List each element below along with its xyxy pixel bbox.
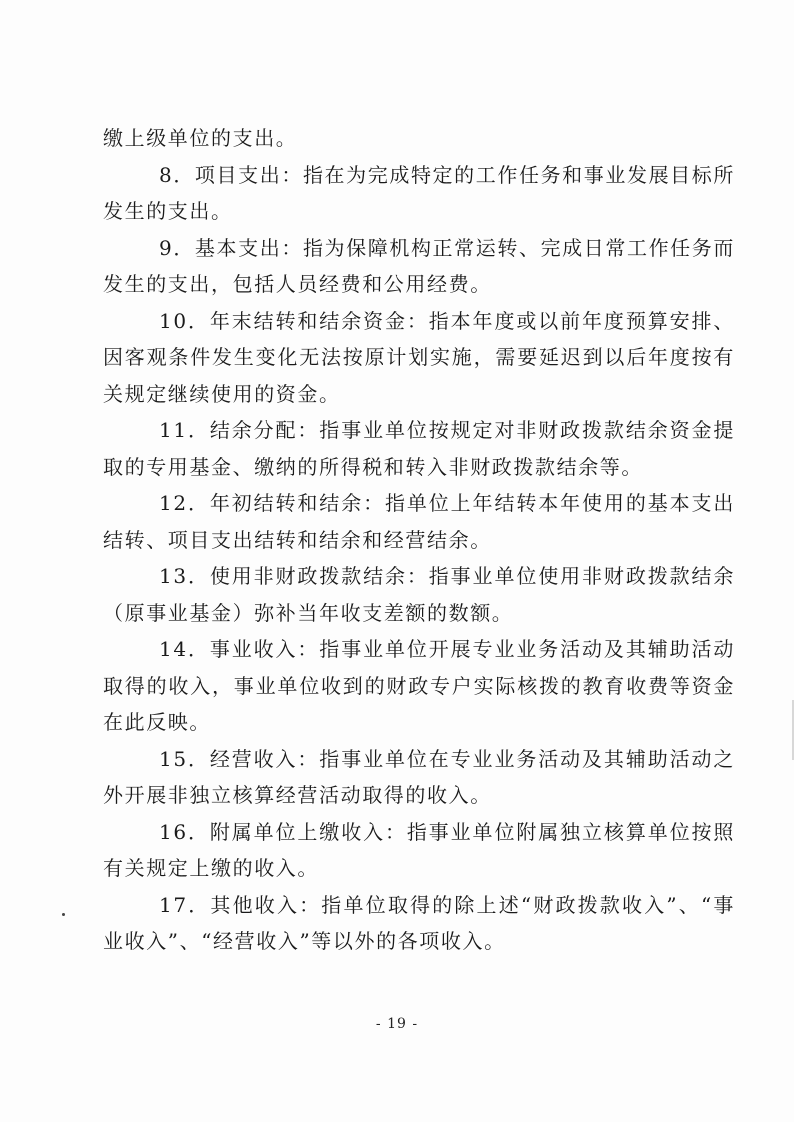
paragraph-item-8: 8．项目支出：指在为完成特定的工作任务和事业发展目标所发生的支出。 [103,162,735,223]
paragraph-item-15: 15．经营收入：指事业单位在专业业务活动及其辅助活动之外开展非独立核算经营活动取得的收入。 [103,746,735,807]
page-number: - 19 - [375,1016,419,1032]
paragraph-item-14: 14．事业收入：指事业单位开展专业业务活动及其辅助活动取得的收入，事业单位收到的财政专户实际核拨的教育收费等资金在此反映。 [103,637,735,734]
paragraph-item-16: 16．附属单位上缴收入：指事业单位附属独立核算单位按照有关规定上缴的收入。 [103,819,735,880]
paragraph-item-10: 10．年末结转和结余资金：指本年度或以前年度预算安排、因客观条件发生变化无法按原计划实施，需要延迟到以后年度按有关规定继续使用的资金。 [103,308,735,406]
paragraph-item-11: 11．结余分配：指事业单位按规定对非财政拨款结余资金提取的专用基金、缴纳的所得税和转入非财政拨款结余等。 [103,418,735,479]
document-body [103,120,735,960]
paragraph-continuation: 缴上级单位的支出。 [103,126,298,150]
paragraph-item-13: 13．使用非财政拨款结余：指事业单位使用非财政拨款结余（原事业基金）弥补当年收支差额的数额。 [103,564,735,625]
paragraph-item-9: 9．基本支出：指为保障机构正常运转、完成日常工作任务而发生的支出，包括人员经费和公用经费。 [103,235,735,296]
scan-dot [62,913,65,916]
paragraph-item-12: 12．年初结转和结余：指单位上年结转本年使用的基本支出结转、项目支出结转和结余和经营结余。 [103,491,735,552]
paragraph-item-17: 17．其他收入：指单位取得的除上述“财政拨款收入”、“事业收入”、“经营收入”等以外的各项收入。 [103,892,735,953]
